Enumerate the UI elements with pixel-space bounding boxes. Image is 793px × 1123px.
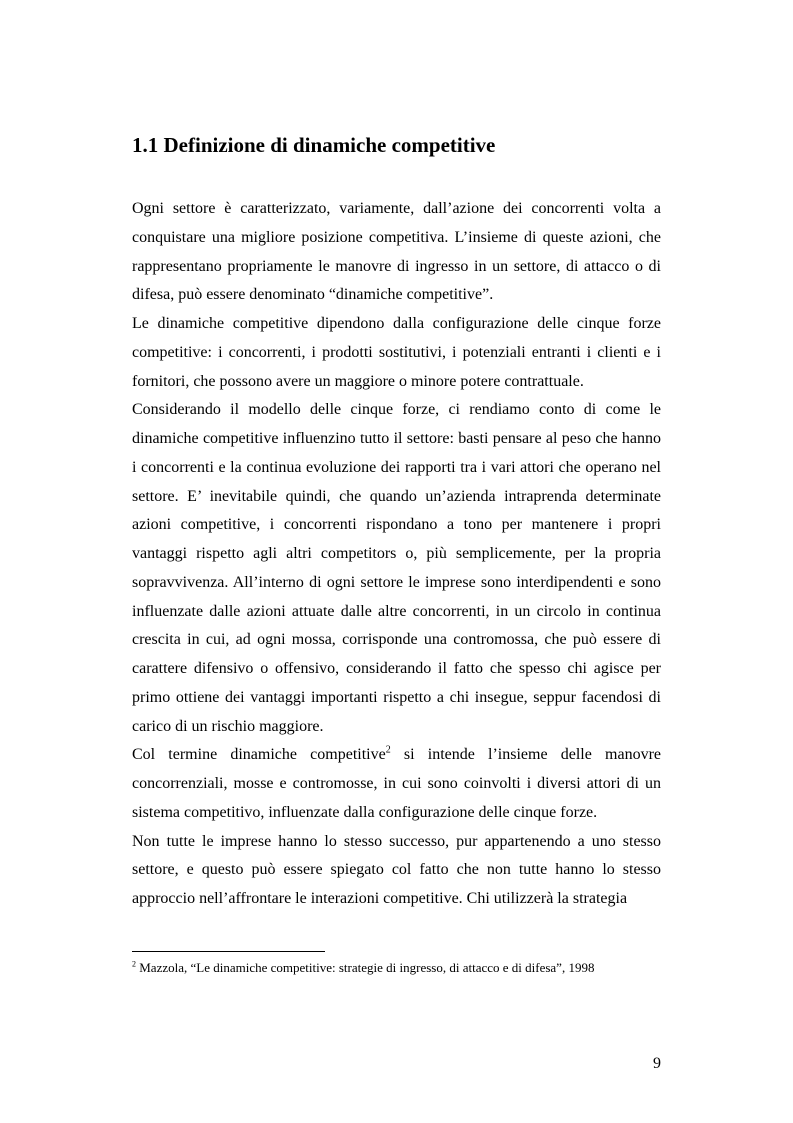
footnote-number: 2 [132,959,136,969]
footnote [132,959,661,977]
footnote-reference[interactable]: 2 [385,744,391,756]
paragraph-2: Le dinamiche competitive dipendono dalla configurazione delle cinque forze competitive: i concorrenti, i prodotti sostitutivi, i potenziali entranti i clienti e i fornitori, che possono avere un maggiore o minore potere contrattuale. [132,315,661,390]
paragraph-5: Non tutte le imprese hanno lo stesso successo, pur appartenendo a uno stesso settore, e questo può essere spiegato col fatto che non tutte hanno lo stesso approccio nell’affrontare le interazioni competitive. Chi utilizzerà la strategia [132,832,661,907]
paragraph-4-rest: si intende l’insieme delle manovre concorrenziali, mosse e contromosse, in cui sono coinvolti i diversi attori di un sistema competitivo, influenzate dalla configurazione delle cinque forze. [132,746,662,821]
section-heading: 1.1 Definizione di dinamiche competitive [132,133,496,157]
paragraph-4 [132,741,661,827]
body-text [132,195,661,914]
paragraph-4-lead: Col termine dinamiche competitive [132,746,386,764]
footnote-separator [132,951,325,952]
paragraph-3: Considerando il modello delle cinque forze, ci rendiamo conto di come le dinamiche competitive influenzino tutto il settore: basti pensare al peso che hanno i concorrenti e la continua evoluzione dei rapporti tra i vari attori che operano nel settore. E’ inevitabile quindi, che quando un’azienda intraprenda determinate azioni competitive, i concorrenti rispondano a tono per mantenere i propri vantaggi rispetto agli altri competitors o, più semplicemente, per la propria sopravvivenza. All’interno di ogni settore le imprese sono interdipendenti e sono influenzate dalle azioni attuate dalle altre concorrenti, in un circolo in continua crescita in cui, ad ogni mossa, corrisponde una contromossa, che può essere di carattere difensivo o offensivo, considerando il fatto che spesso chi agisce per primo ottiene dei vantaggi importanti rispetto a chi insegue, seppur facendosi di carico di un rischio maggiore. [132,401,661,735]
footnote-text: Mazzola, “Le dinamiche competitive: strategie di ingresso, di attacco e di difesa”, 1998 [136,960,595,975]
page-number: 9 [653,1055,661,1072]
paragraph-1: Ogni settore è caratterizzato, variamente, dall’azione dei concorrenti volta a conquistare una migliore posizione competitiva. L’insieme di queste azioni, che rappresentano propriamente le manovre di ingresso in un settore, di attacco o di difesa, può essere denominato “dinamiche competitive”. [132,200,661,304]
